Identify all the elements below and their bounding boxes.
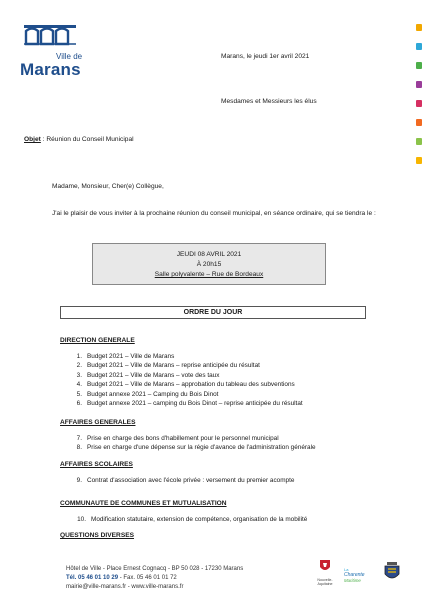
charente-maritime-logo: La Charente Maritime [344, 567, 365, 583]
letter-addressee: Mesdames et Messieurs les élus [221, 98, 317, 105]
agenda-item: 5. Budget annexe 2021 – Camping du Bois Dinot [76, 390, 219, 398]
meeting-details-box [92, 243, 326, 285]
agenda-item: 4. Budget 2021 – Ville de Marans – approbation du tableau des subventions [76, 381, 295, 389]
agenda-item: 2. Budget 2021 – Ville de Marans – reprise anticipée du résultat [76, 362, 260, 370]
letter-salutation: Madame, Monsieur, Cher(e) Collègue, [52, 183, 164, 190]
letter-subject [24, 135, 134, 144]
ville-de-marans-logo [20, 22, 100, 79]
color-bar [416, 43, 422, 50]
section-heading: COMMUNAUTE DE COMMUNES ET MUTUALISATION [60, 500, 227, 507]
section-heading: AFFAIRES SCOLAIRES [60, 461, 133, 468]
agenda-item: 6. Budget annexe 2021 – camping du Bois Dinot – reprise anticipée du résultat [76, 400, 303, 408]
logo-small-text: Ville de [56, 52, 83, 61]
agenda-list [60, 515, 380, 524]
footer-fax: - Fax. 05 46 01 01 72 [118, 575, 177, 581]
agenda-list [60, 434, 380, 453]
agenda-item: 1. Budget 2021 – Ville de Marans [76, 353, 175, 360]
meeting-date: JEUDI 08 AVRIL 2021 [176, 251, 242, 258]
footer-phone-fax [66, 574, 177, 582]
color-bar [416, 62, 422, 69]
color-bar [416, 119, 422, 126]
region-logo [312, 559, 338, 586]
agenda-item: 7. Prise en charge des bons d'habillement pour le personnel municipal [76, 435, 279, 442]
agenda-item: 3. Budget 2021 – Ville de Marans – vote des taux [76, 371, 220, 379]
subject-label: Objet [24, 136, 41, 143]
bridge-icon [20, 22, 80, 46]
color-bar [416, 81, 422, 88]
agenda-title: ORDRE DU JOUR [60, 306, 366, 319]
color-bar [416, 24, 422, 31]
agenda-item: 8. Prise en charge d'une dépense sur la régie d'avance de l'administration générale [76, 444, 316, 452]
meeting-place: Salle polyvalente – Rue de Bordeaux [154, 271, 264, 278]
coat-of-arms-icon [384, 562, 400, 582]
section-heading: DIRECTION GENERALE [60, 337, 135, 344]
color-bar [416, 138, 422, 145]
meeting-time: À 20h15 [196, 261, 222, 268]
lion-emblem-icon [319, 559, 331, 573]
decorative-color-bars [416, 24, 424, 176]
color-bar [416, 157, 422, 164]
agenda-item: 9. Contrat d'association avec l'école privée : versement du premier acompte [76, 477, 295, 484]
agenda-list [60, 352, 380, 408]
section-heading: AFFAIRES GENERALES [60, 419, 136, 426]
letter-date: Marans, le jeudi 1er avril 2021 [221, 53, 310, 60]
footer-address: Hôtel de Ville - Place Ernest Cognacq - BP 50 028 - 17230 Marans [66, 566, 244, 572]
agenda-list [60, 476, 380, 485]
logo-big-text: Marans [20, 60, 81, 79]
subject-text: : Réunion du Conseil Municipal [40, 136, 134, 143]
section-heading: QUESTIONS DIVERSES [60, 532, 135, 539]
region-logo-text: Nouvelle-Aquitaine [317, 578, 333, 586]
footer-web[interactable]: mairie@ville-marans.fr - www.ville-marans.fr [66, 584, 184, 590]
letter-invitation: J'ai le plaisir de vous inviter à la prochaine réunion du conseil municipal, en séance ordinaire, qui se tiendra le : [52, 210, 376, 217]
footer-phone: Tél. 05 46 01 10 29 [66, 575, 119, 581]
color-bar [416, 100, 422, 107]
city-coat-of-arms [384, 562, 400, 587]
agenda-item: 10. Modification statutaire, extension de compétence, organisation de la mobilité [77, 516, 308, 523]
